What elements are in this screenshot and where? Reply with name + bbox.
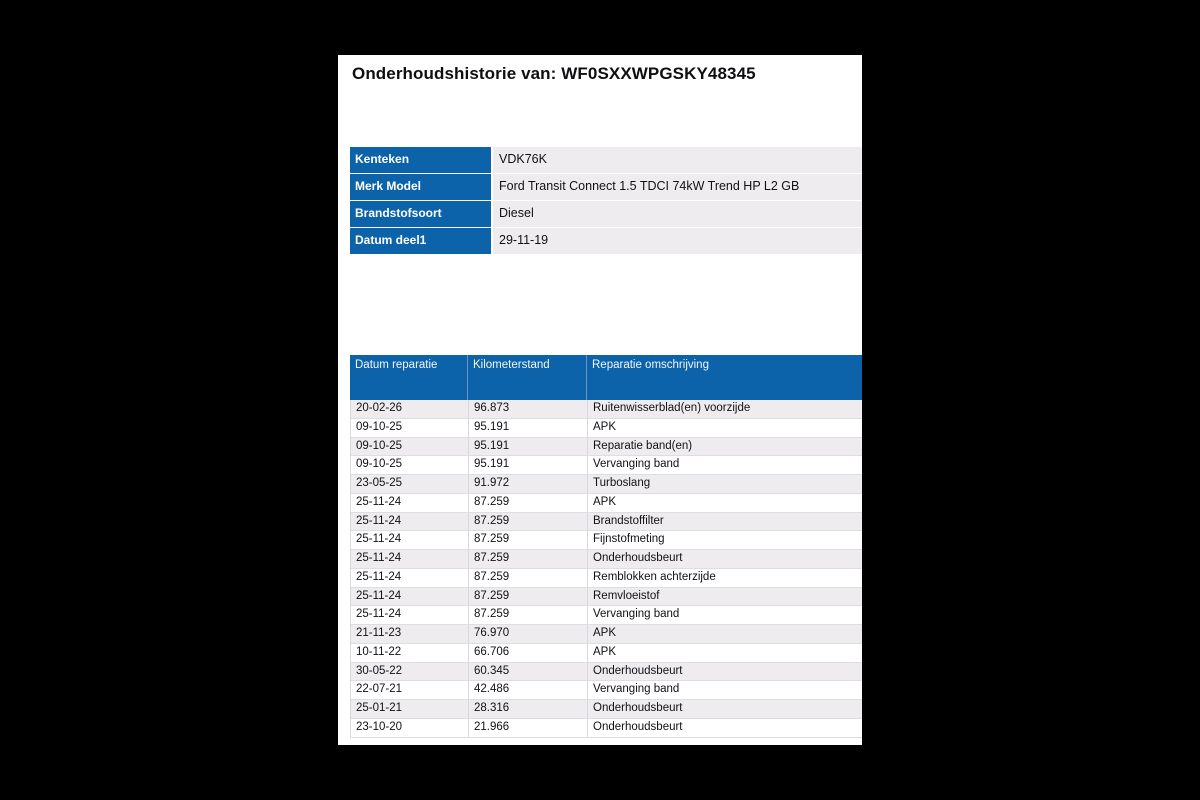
cell-kilometerstand: 28.316 <box>469 700 588 718</box>
table-row <box>351 513 862 532</box>
cell-omschrijving: Reparatie band(en) <box>593 439 693 452</box>
cell-omschrijving: Onderhoudsbeurt <box>593 702 683 715</box>
cell-datum: 20-02-26 <box>351 400 469 418</box>
page-title: Onderhoudshistorie van: WF0SXXWPGSKY48345 <box>352 64 756 83</box>
cell-omschrijving: Onderhoudsbeurt <box>593 721 683 734</box>
cell-omschrijving: APK <box>593 645 617 658</box>
info-label: Brandstofsoort <box>350 201 493 227</box>
cell-kilometerstand: 21.966 <box>469 719 588 737</box>
cell-omschrijving: APK <box>593 627 617 640</box>
info-row-datum-deel1 <box>350 228 862 254</box>
cell-kilometerstand: 87.259 <box>469 550 588 568</box>
info-value: 29-11-19 <box>493 228 862 254</box>
cell-omschrijving: Ruitenwisserblad(en) voorzijde <box>593 402 751 414</box>
info-row-kenteken <box>350 147 862 173</box>
table-row <box>351 719 862 738</box>
cell-kilometerstand: 87.259 <box>469 588 588 606</box>
cell-omschrijving: Remvloeistof <box>593 589 660 602</box>
table-row <box>351 494 862 513</box>
table-row <box>351 625 862 644</box>
cell-kilometerstand: 87.259 <box>469 494 588 512</box>
cell-datum: 25-11-24 <box>351 550 469 568</box>
table-row <box>351 456 862 475</box>
cell-kilometerstand: 66.706 <box>469 644 588 662</box>
cell-omschrijving: Turboslang <box>593 477 651 490</box>
cell-omschrijving: Fijnstofmeting <box>593 533 665 546</box>
cell-omschrijving: Vervanging band <box>593 608 680 621</box>
cell-datum: 22-07-21 <box>351 681 469 699</box>
cell-datum: 25-11-24 <box>351 494 469 512</box>
info-label: Merk Model <box>350 174 493 200</box>
maintenance-table <box>350 355 862 738</box>
table-row <box>351 663 862 682</box>
cell-datum: 25-11-24 <box>351 588 469 606</box>
table-row <box>351 438 862 457</box>
table-row <box>351 700 862 719</box>
cell-datum: 25-11-24 <box>351 606 469 624</box>
cell-datum: 23-10-20 <box>351 719 469 737</box>
column-header-reparatie-omschrijving: Reparatie omschrijving <box>592 359 709 371</box>
table-row <box>351 644 862 663</box>
cell-datum: 30-05-22 <box>351 663 469 681</box>
cell-datum: 25-11-24 <box>351 569 469 587</box>
cell-omschrijving: APK <box>593 495 617 508</box>
cell-kilometerstand: 95.191 <box>469 438 588 456</box>
cell-kilometerstand: 87.259 <box>469 569 588 587</box>
cell-datum: 10-11-22 <box>351 644 469 662</box>
cell-omschrijving: Onderhoudsbeurt <box>593 664 683 677</box>
cell-datum: 25-11-24 <box>351 513 469 531</box>
info-row-merk-model <box>350 174 862 200</box>
cell-kilometerstand: 60.345 <box>469 663 588 681</box>
cell-kilometerstand: 91.972 <box>469 475 588 493</box>
cell-kilometerstand: 95.191 <box>469 456 588 474</box>
column-header-kilometerstand: Kilometerstand <box>468 355 587 400</box>
cell-kilometerstand: 42.486 <box>469 681 588 699</box>
table-row <box>351 569 862 588</box>
cell-omschrijving: Onderhoudsbeurt <box>593 552 683 565</box>
document-page <box>338 55 862 745</box>
maintenance-table-header <box>350 355 862 400</box>
cell-datum: 09-10-25 <box>351 419 469 437</box>
table-row <box>351 606 862 625</box>
cell-datum: 09-10-25 <box>351 456 469 474</box>
maintenance-table-body <box>350 400 862 738</box>
info-value: VDK76K <box>493 147 862 173</box>
info-label: Kenteken <box>350 147 493 173</box>
info-row-brandstofsoort <box>350 201 862 227</box>
cell-datum: 21-11-23 <box>351 625 469 643</box>
cell-kilometerstand: 87.259 <box>469 513 588 531</box>
cell-datum: 25-01-21 <box>351 700 469 718</box>
cell-omschrijving: Vervanging band <box>593 683 680 696</box>
cell-omschrijving: APK <box>593 420 617 433</box>
info-value: Ford Transit Connect 1.5 TDCI 74kW Trend HP L2 GB <box>493 174 862 200</box>
table-row <box>351 419 862 438</box>
cell-datum: 09-10-25 <box>351 438 469 456</box>
cell-kilometerstand: 96.873 <box>469 400 588 418</box>
cell-kilometerstand: 76.970 <box>469 625 588 643</box>
cell-omschrijving: Remblokken achterzijde <box>593 570 716 583</box>
table-row <box>351 550 862 569</box>
table-row <box>351 531 862 550</box>
info-value: Diesel <box>493 201 862 227</box>
table-row <box>351 475 862 494</box>
cell-kilometerstand: 87.259 <box>469 606 588 624</box>
table-row <box>351 588 862 607</box>
column-header-datum-reparatie: Datum reparatie <box>350 355 468 400</box>
cell-omschrijving: Brandstoffilter <box>593 514 664 527</box>
cell-datum: 25-11-24 <box>351 531 469 549</box>
cell-omschrijving: Vervanging band <box>593 458 680 471</box>
info-label: Datum deel1 <box>350 228 493 254</box>
table-row <box>351 400 862 419</box>
cell-kilometerstand: 95.191 <box>469 419 588 437</box>
table-row <box>351 681 862 700</box>
cell-datum: 23-05-25 <box>351 475 469 493</box>
vehicle-info-table <box>350 147 862 255</box>
cell-kilometerstand: 87.259 <box>469 531 588 549</box>
